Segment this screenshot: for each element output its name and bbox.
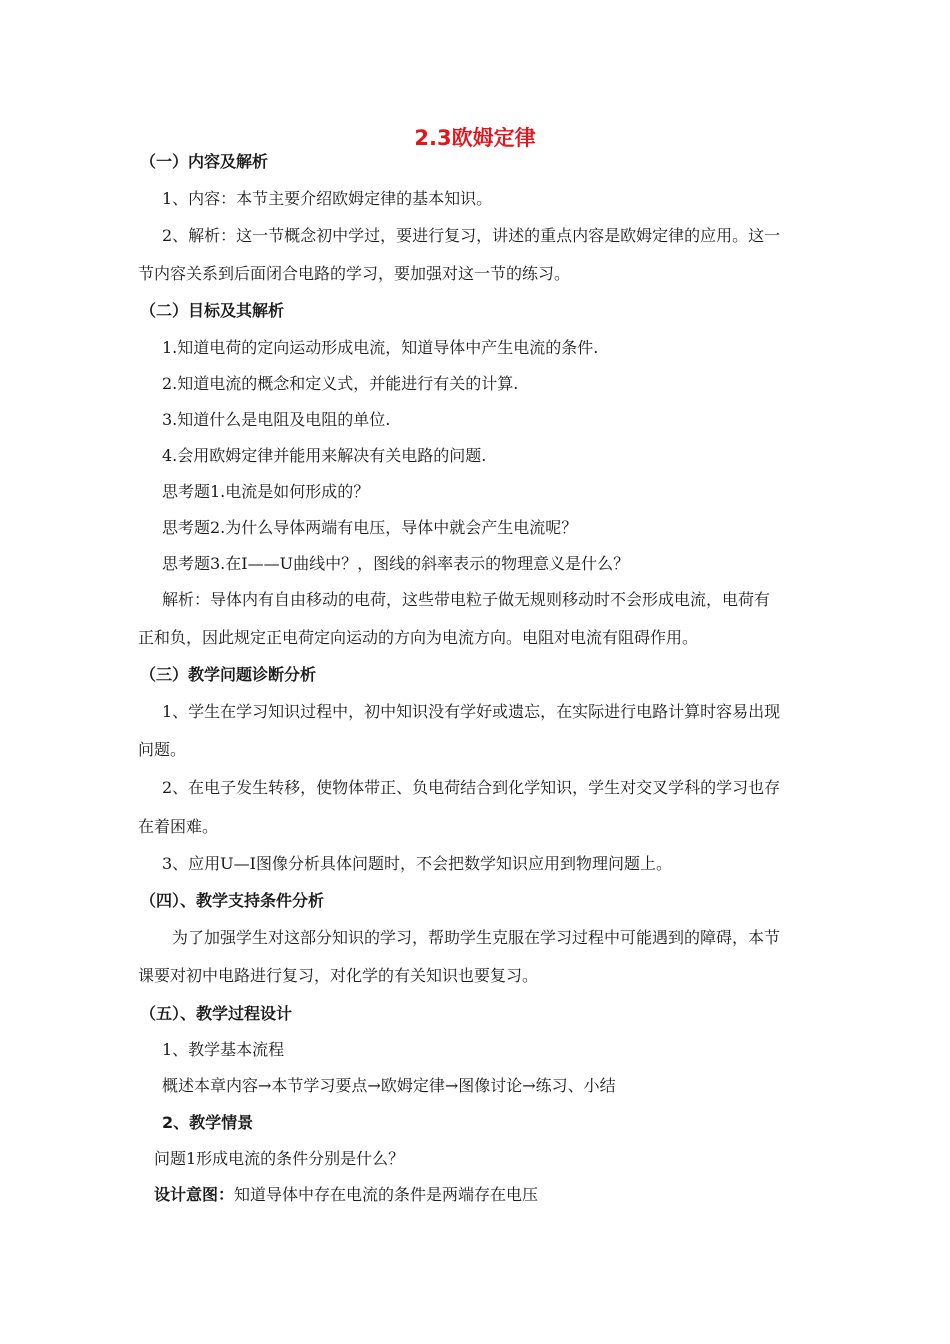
goal-item: 2.知道电流的概念和定义式，并能进行有关的计算. <box>162 374 519 393</box>
paragraph: 2、解析：这一节概念初中学过，要进行复习，讲述的重点内容是欧姆定律的应用。这一 <box>162 226 781 245</box>
paragraph-continuation: 在着困难。 <box>138 817 219 836</box>
section-heading-3: （三）教学问题诊断分析 <box>140 665 317 684</box>
paragraph-continuation: 问题。 <box>138 740 187 759</box>
paragraph-continuation: 节内容关系到后面闭合电路的学习，要加强对这一节的练习。 <box>138 264 571 283</box>
section-heading-1: （一）内容及解析 <box>140 152 269 171</box>
paragraph: 3、应用U—I图像分析具体问题时，不会把数学知识应用到物理问题上。 <box>162 854 672 873</box>
goal-item: 3.知道什么是电阻及电阻的单位. <box>162 410 391 429</box>
design-intent <box>154 1185 538 1205</box>
question-item: 思考题3.在I——U曲线中？，图线的斜率表示的物理意义是什么？ <box>162 554 630 573</box>
subheading-bold: 2、教学情景 <box>162 1113 254 1132</box>
paragraph-continuation: 课要对初中电路进行复习，对化学的有关知识也要复习。 <box>138 966 539 985</box>
goal-item: 4.会用欧姆定律并能用来解决有关电路的问题. <box>162 446 487 465</box>
section-heading-4: （四）、教学支持条件分析 <box>140 891 325 910</box>
analysis-continuation: 正和负，因此规定正电荷定向运动的方向为电流方向。电阻对电流有阻碍作用。 <box>138 628 699 647</box>
goal-item: 1.知道电荷的定向运动形成电流，知道导体中产生电流的条件. <box>162 338 599 357</box>
question-item: 思考题2.为什么导体两端有电压，导体中就会产生电流呢？ <box>162 518 578 537</box>
section-heading-5: （五）、教学过程设计 <box>140 1004 293 1023</box>
document-title: 2.3欧姆定律 <box>414 126 536 150</box>
question-text: 问题1形成电流的条件分别是什么？ <box>154 1149 405 1168</box>
question-item: 思考题1.电流是如何形成的？ <box>162 482 370 501</box>
flow-text: 概述本章内容→本节学习要点→欧姆定律→图像讨论→练习、小结 <box>162 1076 616 1095</box>
analysis-paragraph: 解析：导体内有自由移动的电荷，这些带电粒子做无规则移动时不会形成电流，电荷有 <box>162 590 771 609</box>
paragraph: 1、学生在学习知识过程中，初中知识没有学好或遗忘，在实际进行电路计算时容易出现 <box>162 702 781 721</box>
subheading: 1、教学基本流程 <box>162 1040 285 1059</box>
section-heading-2: （二）目标及其解析 <box>140 301 285 320</box>
design-intent-text: 知道导体中存在电流的条件是两端存在电压 <box>234 1185 539 1204</box>
paragraph: 1、内容：本节主要介绍欧姆定律的基本知识。 <box>162 189 493 208</box>
design-intent-label: 设计意图： <box>154 1185 235 1204</box>
paragraph: 为了加强学生对这部分知识的学习，帮助学生克服在学习过程中可能遇到的障碍，本节 <box>172 928 781 947</box>
paragraph: 2、在电子发生转移，使物体带正、负电荷结合到化学知识，学生对交叉学科的学习也存 <box>162 778 781 797</box>
